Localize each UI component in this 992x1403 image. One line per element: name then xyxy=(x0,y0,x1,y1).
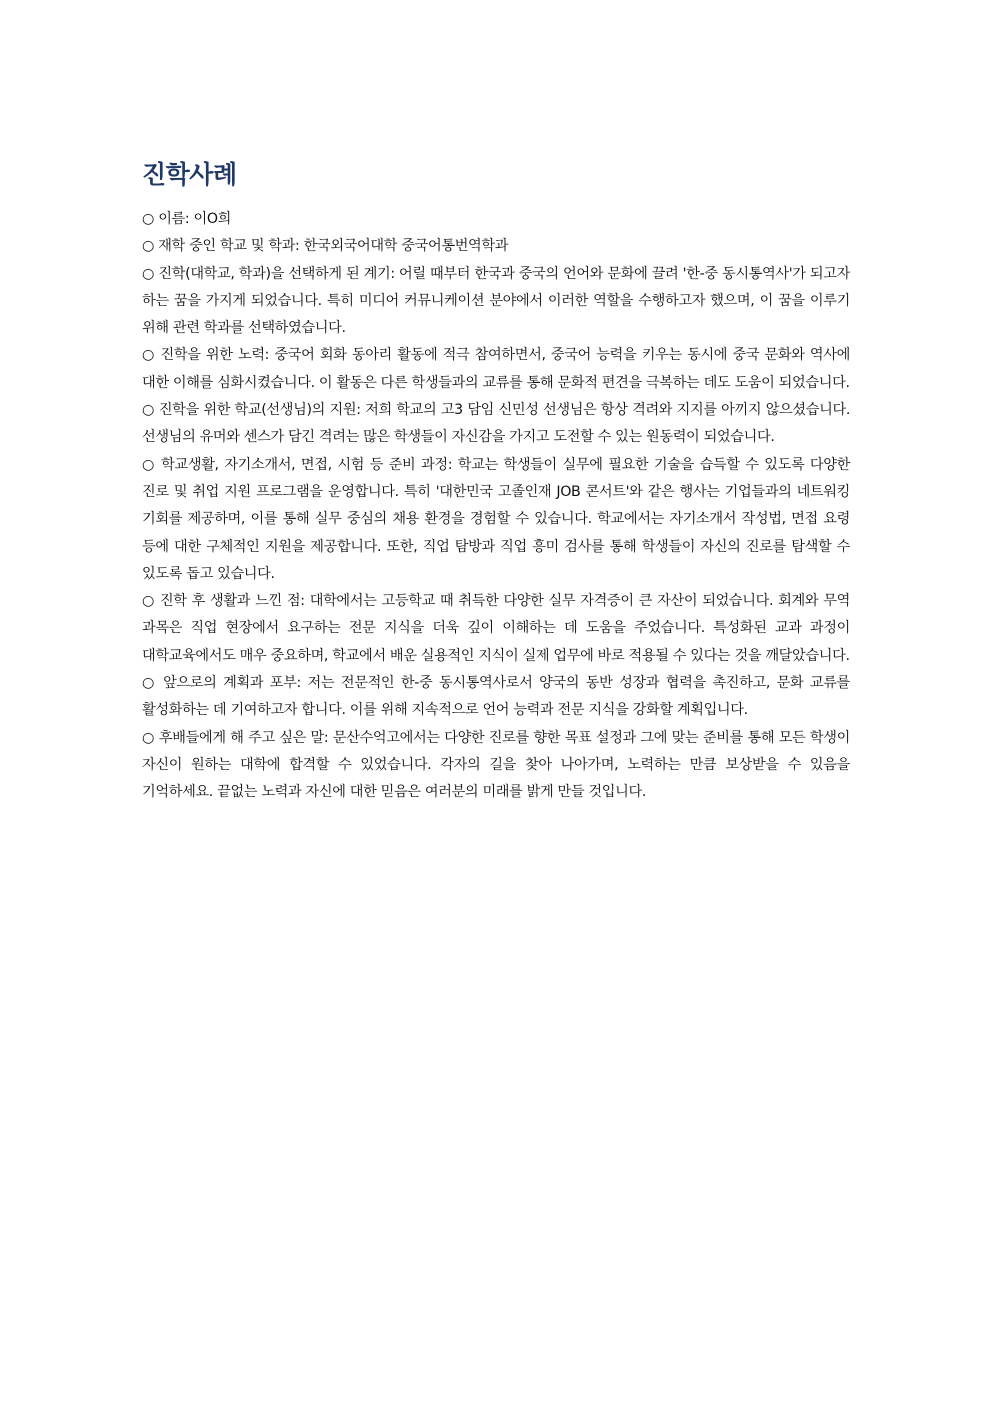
bullet-circle-icon: ○ xyxy=(142,593,155,610)
item-text: 재학 중인 학교 및 학과: 한국외국어대학 중국어통번역학과 xyxy=(158,238,509,255)
item-text: 후배들에게 해 주고 싶은 말: 문산수억고에서는 다양한 진로를 향한 목표 설정과 그에 맞는 준비를 통해 모든 학생이 자신이 원하는 대학에 합격할 수 있었습니다. 각자의 길을 찾아 나아가며, 노력하는 만큼 보상받을 수 있음을 기억하세요. 끝없는 노력과 자신에 대한 믿음은 여러분의 미래를 밝게 만들 것입니다. xyxy=(142,729,850,801)
bullet-circle-icon: ○ xyxy=(142,675,157,692)
item-list xyxy=(142,206,850,807)
item-preparation xyxy=(142,452,850,588)
bullet-circle-icon: ○ xyxy=(142,456,156,473)
bullet-circle-icon: ○ xyxy=(142,729,155,746)
item-text: 진학 후 생활과 느낀 점: 대학에서는 고등학교 때 취득한 다양한 실무 자격증이 큰 자산이 되었습니다. 회계와 무역 과목은 직업 현장에서 요구하는 전문 지식을 더욱 깊이 이해하는 데 도움을 주었습니다. 특성화된 교과 과정이 대학교육에서도 매우 중요하며, 학교에서 배운 실용적인 지식이 실제 업무에 바로 적용될 수 있다는 것을 깨달았습니다. xyxy=(142,593,850,664)
item-advice xyxy=(142,725,850,807)
bullet-circle-icon: ○ xyxy=(142,211,155,227)
bullet-circle-icon: ○ xyxy=(142,347,156,364)
bullet-circle-icon: ○ xyxy=(142,238,155,255)
item-name xyxy=(142,206,850,233)
item-future-plans xyxy=(142,670,850,725)
item-school-major xyxy=(142,233,850,260)
item-text: 이름: 이O희 xyxy=(158,211,232,227)
item-effort xyxy=(142,342,850,397)
document-title: 진학사례 xyxy=(142,160,237,189)
bullet-circle-icon: ○ xyxy=(142,265,155,282)
item-text: 진학을 위한 학교(선생님)의 지원: 저희 학교의 고3 담임 신민성 선생님은 항상 격려와 지지를 아끼지 않으셨습니다. 선생님의 유머와 센스가 담긴 격려는 많은 학생들이 자신감을 가지고 도전할 수 있는 원동력이 되었습니다. xyxy=(142,402,850,446)
document-body xyxy=(142,158,850,807)
item-text: 진학(대학교, 학과)을 선택하게 된 계기: 어릴 때부터 한국과 중국의 언어와 문화에 끌려 '한-중 동시통역사'가 되고자 하는 꿈을 가지게 되었습니다. 특히 미디어 커뮤니케이션 분야에서 이러한 역할을 수행하고자 했으며, 이 꿈을 이루기 위해 관련 학과를 선택하였습니다. xyxy=(142,265,850,337)
item-text: 앞으로의 계획과 포부: 저는 전문적인 한-중 동시통역사로서 양국의 동반 성장과 협력을 촉진하고, 문화 교류를 활성화하는 데 기여하고자 합니다. 이를 위해 지속적으로 언어 능력과 전문 지식을 강화할 계획입니다. xyxy=(142,675,850,719)
item-text: 학교생활, 자기소개서, 면접, 시험 등 준비 과정: 학교는 학생들이 실무에 필요한 기술을 습득할 수 있도록 다양한 진로 및 취업 지원 프로그램을 운영합니다. 특히 '대한민국 고졸인재 JOB 콘서트'와 같은 행사는 기업들과의 네트워킹 기회를 제공하며, 이를 통해 실무 중심의 채용 환경을 경험할 수 있습니다. 학교에서는 자기소개서 작성법, 면접 요령 등에 대한 구체적인 지원을 제공합니다. 또한, 직업 탐방과 직업 흥미 검사를 통해 학생들이 자신의 진로를 탐색할 수 있도록 돕고 있습니다. xyxy=(142,456,850,582)
item-after-admission xyxy=(142,588,850,670)
item-school-support xyxy=(142,397,850,452)
bullet-circle-icon: ○ xyxy=(142,402,155,419)
item-motivation xyxy=(142,261,850,343)
item-text: 진학을 위한 노력: 중국어 회화 동아리 활동에 적극 참여하면서, 중국어 능력을 키우는 동시에 중국 문화와 역사에 대한 이해를 심화시켰습니다. 이 활동은 다른 학생들과의 교류를 통해 문화적 편견을 극복하는 데도 도움이 되었습니다. xyxy=(142,347,850,391)
